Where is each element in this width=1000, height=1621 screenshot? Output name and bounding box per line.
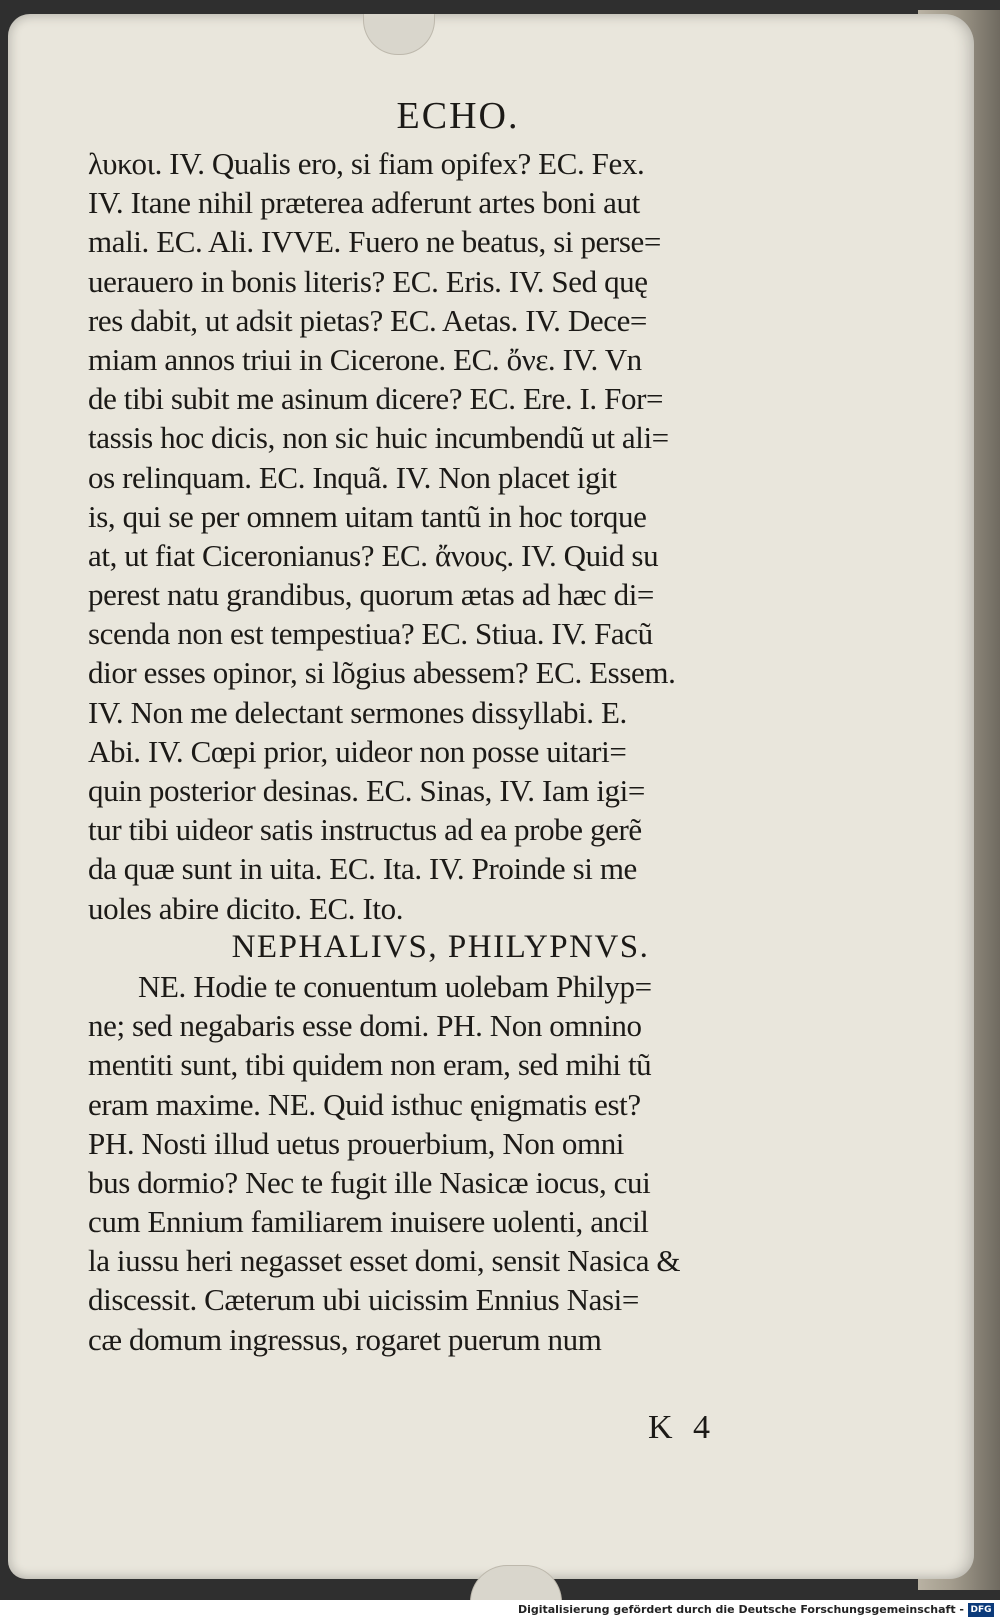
text-line: mali. EC. Ali. IVVE. Fuero ne beatus, si perse=	[88, 224, 661, 260]
page-clip-top	[363, 14, 435, 55]
text-line: Abi. IV. Cœpi prior, uideor non posse uitari=	[88, 733, 627, 769]
text-block	[88, 144, 833, 1359]
text-line: bus dormio? Nec te fugit ille Nasicæ iocus, cui	[88, 1164, 651, 1200]
footer-credit: Digitalisierung gefördert durch die Deutsche Forschungsgemeinschaft -	[517, 1603, 964, 1616]
text-line: miam annos triui in Cicerone. EC. ὄνε. IV. Vn	[88, 341, 642, 377]
text-line: at, ut fiat Ciceronianus? EC. ἄνους. IV. Quid su	[88, 537, 659, 573]
signature-mark: K 4	[648, 1409, 717, 1446]
text-line: eram maxime. NE. Quid isthuc ęnigmatis est?	[88, 1086, 641, 1122]
text-line: perest natu grandibus, quorum ætas ad hæc di=	[88, 577, 654, 613]
text-line: os relinquam. EC. Inquã. IV. Non placet igit	[88, 459, 617, 495]
text-line: tur tibi uideor satis instructus ad ea probe gerẽ	[88, 812, 642, 848]
text-line: tassis hoc dicis, non sic huic incumbendũ ut ali=	[88, 420, 669, 456]
text-line: quin posterior desinas. EC. Sinas, IV. Iam igi=	[88, 773, 645, 808]
text-line: IV. Itane nihil præterea adferunt artes boni aut	[88, 185, 640, 221]
text-line: res dabit, ut adsit pietas? EC. Aetas. IV. Dece=	[88, 302, 648, 338]
text-line: la iussu heri negasset esset domi, sensit Nasica &	[88, 1243, 681, 1279]
running-head: ECHO.	[396, 95, 520, 137]
text-line: da quæ sunt in uita. EC. Ita. IV. Proinde si me	[88, 851, 637, 887]
text-line: uerauero in bonis literis? EC. Eris. IV. Sed quę	[88, 263, 648, 299]
text-line: dior esses opinor, si lõgius abessem? EC. Essem.	[88, 655, 676, 691]
text-line: NE. Hodie te conuentum uolebam Philyp=	[138, 968, 652, 1004]
text-line: ne; sed negabaris esse domi. PH. Non omnino	[88, 1008, 642, 1044]
text-line: discessit. Cæterum ubi uicissim Ennius Nasi=	[88, 1282, 639, 1318]
section-heading: NEPHALIVS, PHILYPNVS.	[231, 928, 650, 965]
text-line: mentiti sunt, tibi quidem non eram, sed mihi tũ	[88, 1047, 652, 1083]
text-line: λυκοι. IV. Qualis ero, si fiam opifex? EC. Fex.	[88, 146, 645, 181]
text-line: scenda non est tempestiua? EC. Stiua. IV. Facũ	[88, 616, 653, 652]
text-line: uoles abire dicito. EC. Ito.	[88, 890, 404, 926]
dfg-logo: DFG	[968, 1603, 994, 1617]
book-page	[8, 14, 974, 1579]
text-line: is, qui se per omnem uitam tantũ in hoc torque	[88, 498, 647, 534]
text-line: cæ domum ingressus, rogaret puerum num	[88, 1321, 602, 1357]
text-line: de tibi subit me asinum dicere? EC. Ere. I. For=	[88, 381, 664, 417]
text-line: cum Ennium familiarem inuisere uolenti, ancil	[88, 1204, 649, 1240]
text-line: PH. Nosti illud uetus prouerbium, Non omni	[88, 1125, 625, 1161]
text-line: IV. Non me delectant sermones dissyllabi. E.	[88, 694, 627, 730]
